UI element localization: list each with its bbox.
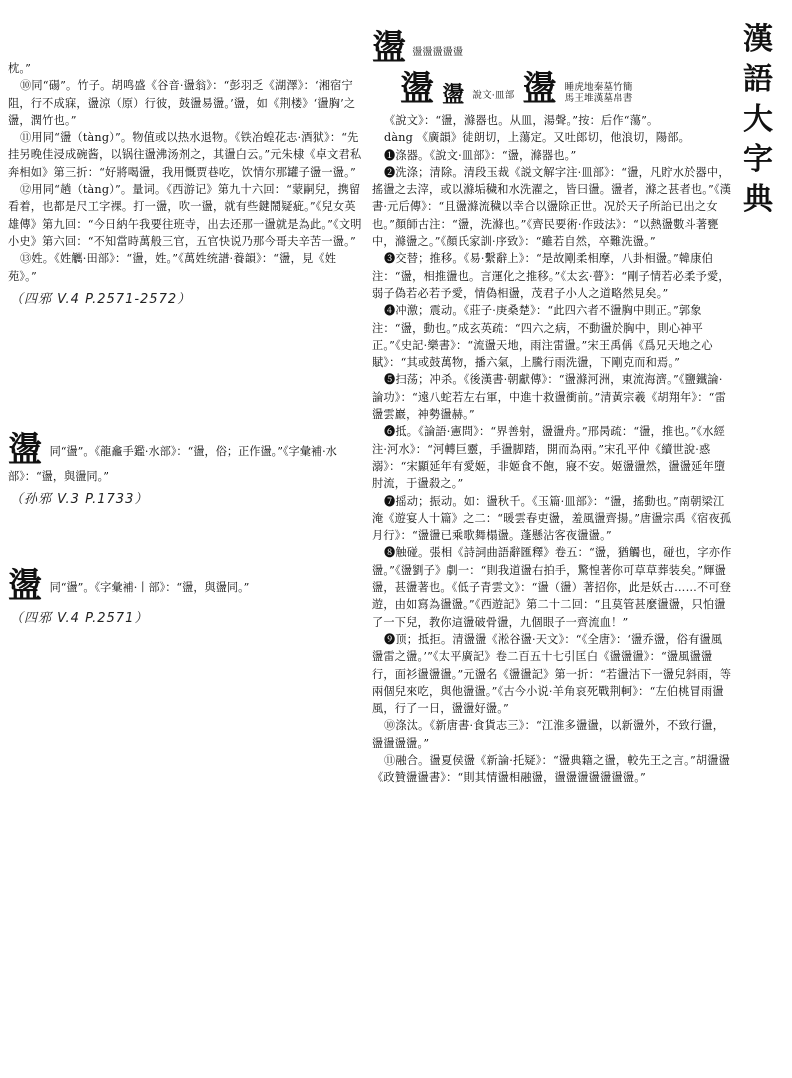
entry-block bbox=[8, 432, 368, 509]
entry-headword: 盪 bbox=[8, 566, 42, 606]
definition-paragraph: ❽触碰。張相《詩詞曲語辭匯釋》卷五：“盪，猶觸也，碰也，字亦作盪。”《盪劉子》劇一：“則我道盪右拍手，驚惶著你可草草葬装矣。”輝盪盪，甚盪著也。《低子青雲文》：“盪（盪）著招你，此是妖古……不可登遊，由如寫為盪盪。”《西遊記》第二十二回：“且莫管甚麼盪盪，只怕盪了一下兒，教你這盪破骨盪，九個眼子一齊流血！” bbox=[372, 546, 732, 629]
definition-paragraph: ⑩涤汰。《新唐書·食貨志三》：“江淮多盪盪，以新盪外，不致行盪，盪盪盪盪。” bbox=[372, 719, 725, 750]
running-head-char: 語 bbox=[743, 62, 773, 97]
definition-paragraph: 《說文》：“盪，滌器也。从皿，湯聲。”按：后作“蕩”。 bbox=[384, 114, 659, 127]
glyph-source-label: 說文·皿部 bbox=[472, 90, 515, 101]
entry-headword: 盪 bbox=[8, 430, 42, 470]
handwritten-note: （四邪 V.4 P.2571-2572） bbox=[10, 291, 192, 307]
definition-paragraph: ❷洗涤；清除。清段玉裁《説文解字注·皿部》：“盪，凡貯水於器中，搖盪之去滓，或以滌垢穢和水洗濯之，皆曰盪。盪者，滌之甚者也。”《漢書·元后傳》：“且盪滌流穢以幸合以盪除正世。况於天子所詒已出之女也。”顏師古注：“盪，洗滌也。”《齊民要術·作豉法》：“以熱盪數斗著甕中，滌盪之。”《顏氏家訓·序致》：“雖若自然，卒難洗盪。” bbox=[372, 165, 732, 249]
glyph-form: 盪 bbox=[522, 69, 557, 109]
glyph-source-label bbox=[565, 82, 633, 108]
running-head-char: 典 bbox=[743, 182, 773, 217]
right-column bbox=[372, 30, 732, 787]
seal-glyph: 盪 bbox=[442, 82, 465, 108]
definition-paragraph: 枕。” bbox=[8, 62, 32, 75]
definition-paragraph: ⑫用同“趟（tàng）”。量词。《西游记》第九十六回：“蒙嗣兒，携留看着，也都是尺工字裸。打一盪，吹一盪，就有些鍵鬧疑疵。”《兒女英雄傳》第九回：“今日納午我要往班寺，出去还那一盪就是為此。”《文明小史》第六回：“不知當時萬般三官，五官快说乃那今哥夫辛苦一盪。” bbox=[8, 183, 362, 248]
entry-definition: 同“盪”。《龍龕手鑑·水部》：“盪，俗；正作盪。”《字彙補·水部》：“盪，與盪同。” bbox=[8, 445, 337, 483]
headword: 盪 bbox=[372, 28, 407, 68]
definition-paragraph: ⑪融合。盪夏侯盪《新論·托疑》：“盪典籍之盪，較先王之言。”胡盪盪《政贊盪盪書》：“則其情盪相融盪，盪盪盪盪盪盪盪。” bbox=[372, 753, 731, 785]
running-head bbox=[738, 20, 778, 220]
variant-forms: 盪盪盪盪盪 bbox=[412, 47, 464, 58]
definition-paragraph: ❶涤器。《說文·皿部》：“盪，滌器也。” bbox=[384, 148, 577, 162]
glyph-forms-row bbox=[400, 68, 732, 108]
definition-paragraph: ⑬姓。《姓觽·田部》：“盪，姓。”《萬姓统譜·養韻》：“盪，見《姓苑》。” bbox=[8, 252, 337, 283]
definition-paragraph: ❻抵。《論語·憲問》：“界善射，盪盪舟。”邢昺疏：“盪，推也。”《水經注·河水》：“河轉巨靈，手盪脚踏，開而為兩。”宋孔平仲《續世說·惑溺》：“宋顯延年有愛姬，非姬食不飽，寢不安。姬盪盪然，盪盪延年墮肘流，于盪殺之。” bbox=[372, 425, 726, 491]
definition-paragraph: ⑩同“碭”。竹子。胡鸣盛《谷音·盪翁》：“彭羽乏《湖澤》：‘湘宿宁阻，行不成寐，盪涼（原）行彼，鼓盪易盪。’盪，如《荆楼》‘盪胸’之盪，潤竹也。” bbox=[8, 79, 356, 127]
running-head-char: 漢 bbox=[743, 22, 773, 57]
definition-paragraph: ❺扫荡；冲杀。《後漢書·朝獻傳》：“盪滌河洲，東流海濟。”《鹽鐵論·論功》：“遠八蛇若左右軍，中進十救盪衝前。”清黃宗羲《胡翔年》：“雷盪雲巖，神勢盪赫。” bbox=[372, 373, 726, 422]
handwritten-note: （孙邪 V.3 P.1733） bbox=[10, 492, 149, 508]
definition-paragraph: ⑪用同“盪（tàng）”。物值或以热水退物。《铁冶蝗花志·酒狱》：“先挂另晚佳浸成碗酱，以锅往盪沸汤剂之，其盪白云。”元朱棣《卓文君私奔相如》第三折：“好將喝盪，我用慨贾巷吃，饮情尔那罐子盪一盪。” bbox=[8, 131, 362, 179]
headword-row bbox=[372, 30, 732, 66]
handwritten-note: （四邪 V.4 P.2571） bbox=[10, 611, 149, 626]
running-head-char: 大 bbox=[743, 102, 773, 137]
definition-paragraph: ❼摇动；振动。如：盪秋千。《玉篇·皿部》：“盪，搖動也。”南朝梁江淹《遊宴人十篇》之二：“暖雲春吏盪，羞風盪齊揚。”唐盪宗禹《宿夜孤月行》：“盪盪已乘歌舞榻盪。蓬懸沾客夜盪盪。” bbox=[372, 494, 732, 543]
definition-paragraph: ❾顶；抵拒。清盪盪《淞谷盪·天文》：“《全唐》：‘盪乔盪，俗有盪風盪雷之盪。’”《太平廣記》卷二百五十七引匡白《盪盪盪》：“盪風盪盪行，面衫盪盪盪。”元盪名《盪盪記》第一折：“若盪沽下一盪兒斜雨，等兩個兒來吃，與他盪盪。”《古今小说·羊角哀死戰荆軻》：“左伯桃冒雨盪風，行了一日，盪盪好盪。” bbox=[372, 632, 732, 716]
definition-paragraph: dàng 《廣韻》徒朗切，上蕩定。又吐郎切，他浪切，陽部。 bbox=[384, 131, 691, 145]
left-column bbox=[8, 60, 363, 308]
definition-paragraph: ❸交替；推移。《易·繫辭上》：“是故剛柔相摩，八卦相盪。”韓康伯注：“盪，相推盪也。言運化之推移。”《太玄·瞢》：“剛子情若必柔予愛，弱子偽若必若予愛，情偽相盪，茂君子小人之道略然見矣。” bbox=[372, 252, 730, 300]
definition-paragraph: ❹冲激；震动。《莊子·庚桑楚》：“此四六者不盪胸中則正。”郭象注：“盪，動也。”成玄英疏：“四六之病，不動盪於胸中，則心神平正。”《史記·樂書》：“流盪天地，雨注雷盪。”宋王禹偁《爲兄天地之心賦》：“其或鼓萬物，播六氣，上騰行雨洗盪，下剛克而和焉。” bbox=[372, 304, 713, 370]
running-head-char: 字 bbox=[743, 142, 773, 177]
glyph-form: 盪 bbox=[400, 69, 435, 109]
glyph-source-line: 馬王堆漢墓帛書 bbox=[564, 93, 633, 104]
entry-block bbox=[8, 568, 368, 627]
entry-definition: 同“盪”。《字彙補·丨部》：“盪，與盪同。” bbox=[49, 581, 250, 594]
glyph-source-line: 睡虎地秦墓竹簡 bbox=[564, 82, 633, 93]
